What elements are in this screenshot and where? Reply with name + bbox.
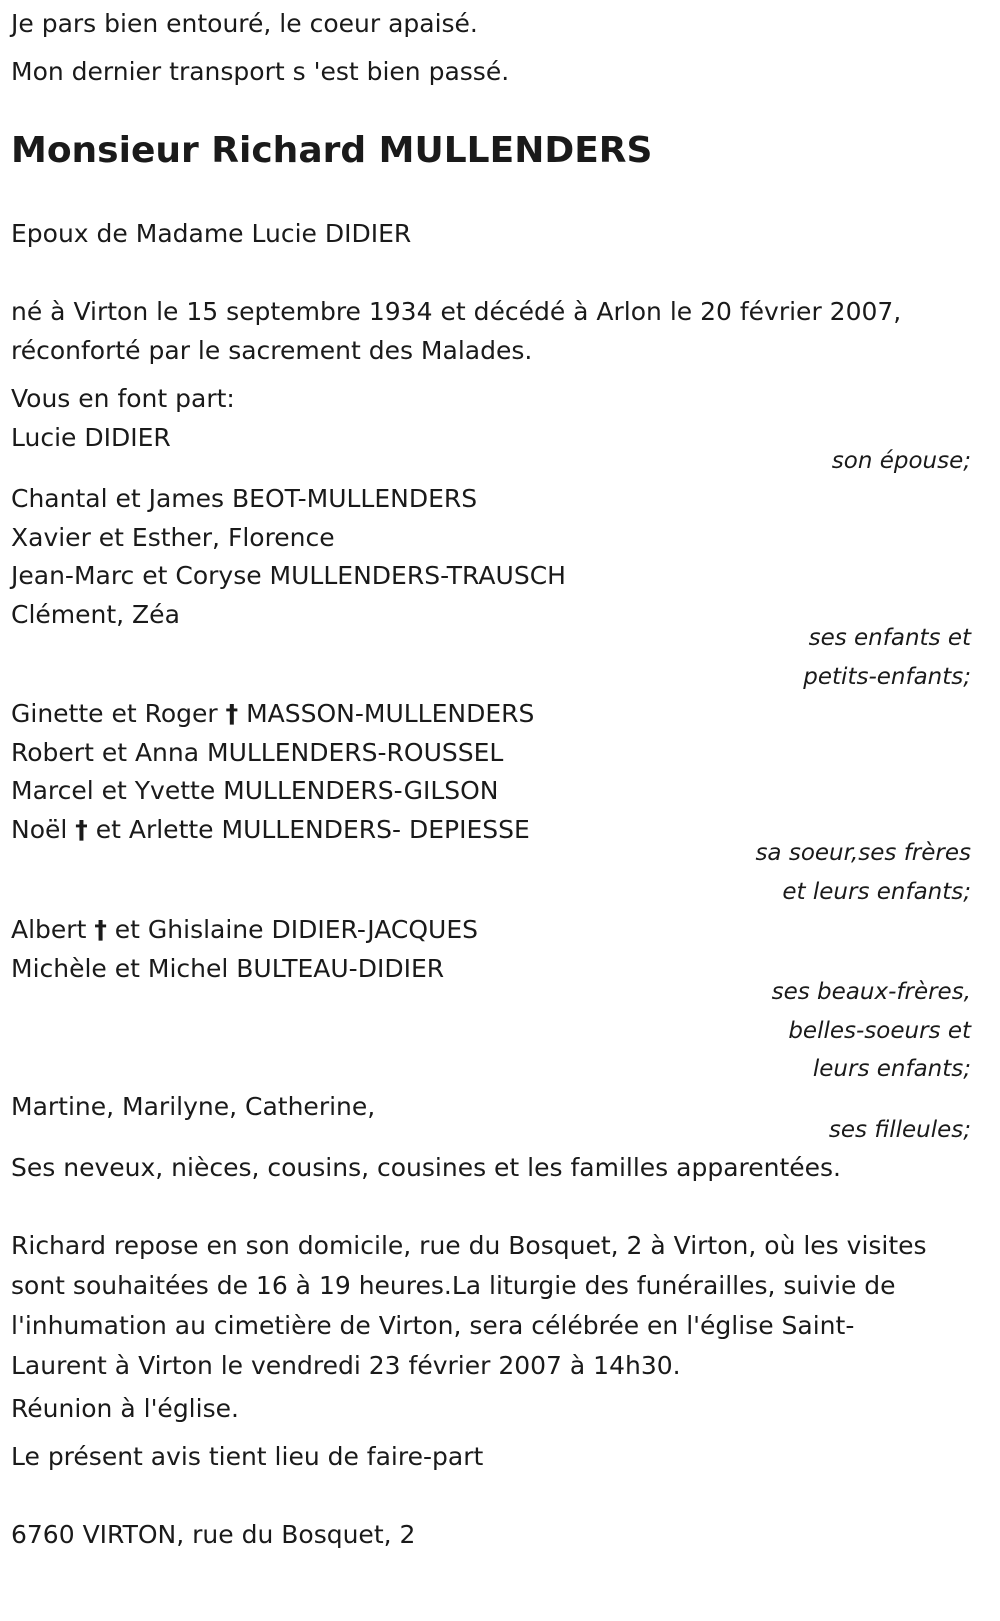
spouse-line: Epoux de Madame Lucie DIDIER	[11, 219, 412, 248]
address-line: 6760 VIRTON, rue du Bosquet, 2	[11, 1520, 416, 1549]
in-laws-name-1-part-b: et Ghislaine DIDIER-JACQUES	[106, 915, 478, 944]
poem-line-1: Je pars bien entouré, le coeur apaisé.	[11, 9, 478, 38]
spouse-role: son épouse;	[831, 448, 971, 474]
children-role-line-1: ses enfants et	[808, 625, 971, 651]
children-role-line-2: petits-enfants;	[803, 664, 971, 690]
siblings-name-1	[11, 694, 534, 734]
siblings-name-4	[11, 810, 530, 850]
siblings-name-4-part-b: et Arlette MULLENDERS- DEPIESSE	[87, 815, 530, 844]
siblings-role-line-2: et leurs enfants;	[782, 879, 971, 905]
funeral-details: Richard repose en son domicile, rue du Bosquet, 2 à Virton, où les visites sont souhaitées de 16 à 19 heures.La liturgie des funérailles, suivie de l'inhumation au cimetière de Virton, sera célébrée en l'église Saint-Laurent à Virton le vendredi 23 février 2007 à 14h30.	[11, 1231, 927, 1380]
cross-icon: †	[75, 815, 88, 844]
deceased-name: Monsieur Richard MULLENDERS	[11, 130, 653, 171]
goddaughters-role: ses filleules;	[828, 1117, 971, 1143]
siblings-name-3: Marcel et Yvette MULLENDERS-GILSON	[11, 776, 499, 805]
siblings-name-1-part-b: MASSON-MULLENDERS	[238, 699, 535, 728]
children-name-4: Clément, Zéa	[11, 600, 180, 629]
cross-icon: †	[94, 915, 107, 944]
siblings-name-1-part-a: Ginette et Roger	[11, 699, 226, 728]
children-name-1: Chantal et James BEOT-MULLENDERS	[11, 484, 478, 513]
in-laws-name-1-part-a: Albert	[11, 915, 95, 944]
announcement-intro: Vous en font part:	[11, 384, 235, 413]
cross-icon: †	[225, 699, 239, 728]
in-laws-role-line-1: ses beaux-frères,	[771, 979, 971, 1005]
poem-line-2: Mon dernier transport s 'est bien passé.	[11, 57, 510, 86]
extended-family: Ses neveux, nièces, cousins, cousines et les familles apparentées.	[11, 1153, 842, 1182]
birth-death-line-1: né à Virton le 15 septembre 1934 et décédé à Arlon le 20 février 2007,	[11, 297, 902, 326]
children-name-2: Xavier et Esther, Florence	[11, 523, 335, 552]
siblings-role-line-1: sa soeur,ses frères	[755, 840, 971, 866]
in-laws-role-line-3: leurs enfants;	[812, 1056, 971, 1082]
siblings-name-4-part-a: Noël	[11, 815, 76, 844]
siblings-name-2: Robert et Anna MULLENDERS-ROUSSEL	[11, 738, 504, 767]
notice-line: Le présent avis tient lieu de faire-part	[11, 1442, 484, 1471]
in-laws-role-line-2: belles-soeurs et	[788, 1018, 971, 1044]
in-laws-name-2: Michèle et Michel BULTEAU-DIDIER	[11, 954, 445, 983]
in-laws-name-1	[11, 910, 478, 950]
goddaughters-names: Martine, Marilyne, Catherine,	[11, 1092, 376, 1121]
spouse-name: Lucie DIDIER	[11, 423, 171, 452]
meeting-note: Réunion à l'église.	[11, 1394, 239, 1423]
children-name-3: Jean-Marc et Coryse MULLENDERS-TRAUSCH	[11, 561, 566, 590]
birth-death-line-2: réconforté par le sacrement des Malades.	[11, 336, 533, 365]
